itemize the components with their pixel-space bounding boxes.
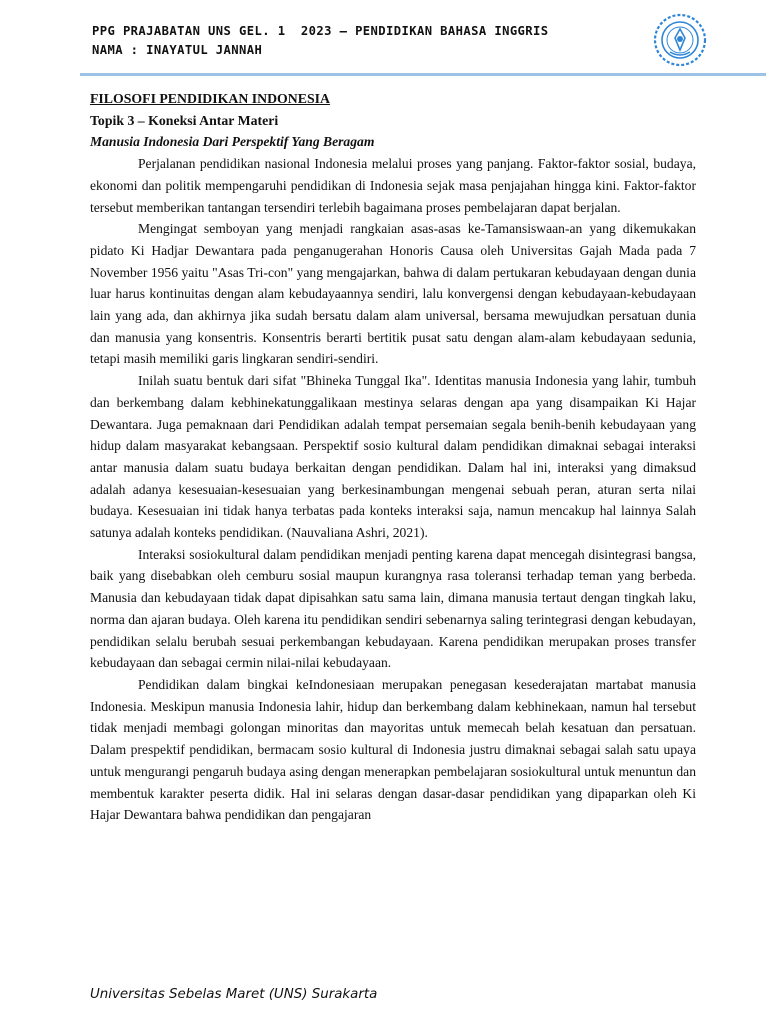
- paragraph: Interaksi sosiokultural dalam pendidikan menjadi penting karena dapat mencegah disintegrasi bangsa, baik yang disebabkan oleh cemburu sosial maupun kurangnya rasa toleransi terhadap teman yang berbeda. Manusia dan kebudayaan tidak dapat dipisahkan satu sama lain, dimana manusia tertaut dengan tingkah laku, norma dan ajaran budaya. Oleh karena itu pendidikan sendiri sebenarnya saling terintegrasi dengan kebudayan, pendidikan selalu berubah sesuai perkembangan kebudayaan. Karena pendidikan merupakan proses transfer kebudayaan dan sebagai cermin nilai-nilai kebudayaan.: [90, 546, 696, 671]
- header-program-line: PPG PRAJABATAN UNS GEL. 1 2023 – PENDIDIKAN BAHASA INGGRIS: [92, 24, 549, 38]
- page-header: [0, 0, 768, 80]
- university-seal-logo: [652, 12, 708, 68]
- page-footer: Universitas Sebelas Maret (UNS) Surakarta: [90, 987, 378, 1002]
- header-name-line: NAMA : INAYATUL JANNAH: [92, 43, 263, 57]
- document-body: [90, 88, 696, 826]
- paragraph: Pendidikan dalam bingkai keIndonesiaan merupakan penegasan kesederajatan martabat manusia Indonesia. Meskipun manusia Indonesia lahir, hidup dan berkembang dalam kebhinekaan, namun hal tersebut tidak menjadi membagi golongan minoritas dan mayoritas untuk memecah belah kesatuan dan persatuan. Dalam prespektif pendidikan, bermacam sosio kultural di Indonesia justru dimaknai sebagai salah satu upaya untuk mengurangi pengaruh budaya asing dengan menerapkan pembelajaran sosiokultural untuk menuntun dan membentuk karakter peserta didik. Hal ini selaras dengan dasar-dasar pendidikan yang dipaparkan oleh Ki Hajar Dewantara bahwa pendidikan dan pengajaran: [90, 676, 696, 823]
- header-divider: [80, 73, 766, 76]
- document-title: FILOSOFI PENDIDIKAN INDONESIA: [90, 91, 330, 106]
- paragraph: Mengingat semboyan yang menjadi rangkaian asas-asas ke-Tamansiswaan-an yang dikemukakan pidato Ki Hadjar Dewantara pada penganugerahan Honoris Causa oleh Universitas Gajah Mada pada 7 November 1956 yaitu "Asas Tri-con" yang mengajarkan, bahwa di dalam pertukaran kebudayaan dengan dunia luar harus kontinuitas dengan alam kebudayaannya sendiri, lalu konvergensi dengan kebudayaan-kebudayaan lain yang ada, dan akhirnya jika sudah bersatu dalam alam universal, bersama mewujudkan persatuan dunia dan manusia yang konsentris. Konsentris berarti bertitik pusat satu dengan alam-alam kebudayaan sedunia, tetapi masih memiliki garis lingkaran sendiri-sendiri.: [90, 221, 696, 367]
- paragraph: Inilah suatu bentuk dari sifat "Bhineka Tunggal Ika". Identitas manusia Indonesia yang lahir, tumbuh dan berkembang dalam kebhinekatunggalikaan mestinya selaras dengan apa yang disampaikan Ki Hajar Dewantara. Juga pemaknaan dari Pendidikan adalah tempat persemaian segala benih-benih kebudayaan yang hidup dalam masyarakat kebangsaan. Perspektif sosio kultural dalam pendidikan dimaknai sebagai interaksi antar manusia dalam suatu budaya berkaitan dengan pendidikan. Dalam hal ini, interaksi yang dimaksud adalah adanya kesesuaian-kesesuaian yang berkesinambungan mengenai sebuah peran, aturan serta nilai budaya. Kesesuaian ini tidak hanya terbatas pada konteks interaksi saja, namun mencakup hal lainnya Salah satunya adalah konteks pendidikan. (Nauvaliana Ashri, 2021).: [90, 373, 696, 541]
- paragraph: Perjalanan pendidikan nasional Indonesia melalui proses yang panjang. Faktor-faktor sosial, budaya, ekonomi dan politik mempengaruhi pendidikan di Indonesia sejak masa penjajahan hingga kini. Faktor-faktor tersebut memberikan tantangan tersendiri terlebih bagaimana proses pembelajaran dapat berjalan.: [90, 156, 696, 215]
- section-subtitle: Manusia Indonesia Dari Perspektif Yang Beragam: [90, 134, 375, 150]
- topic-heading: Topik 3 – Koneksi Antar Materi: [90, 112, 279, 128]
